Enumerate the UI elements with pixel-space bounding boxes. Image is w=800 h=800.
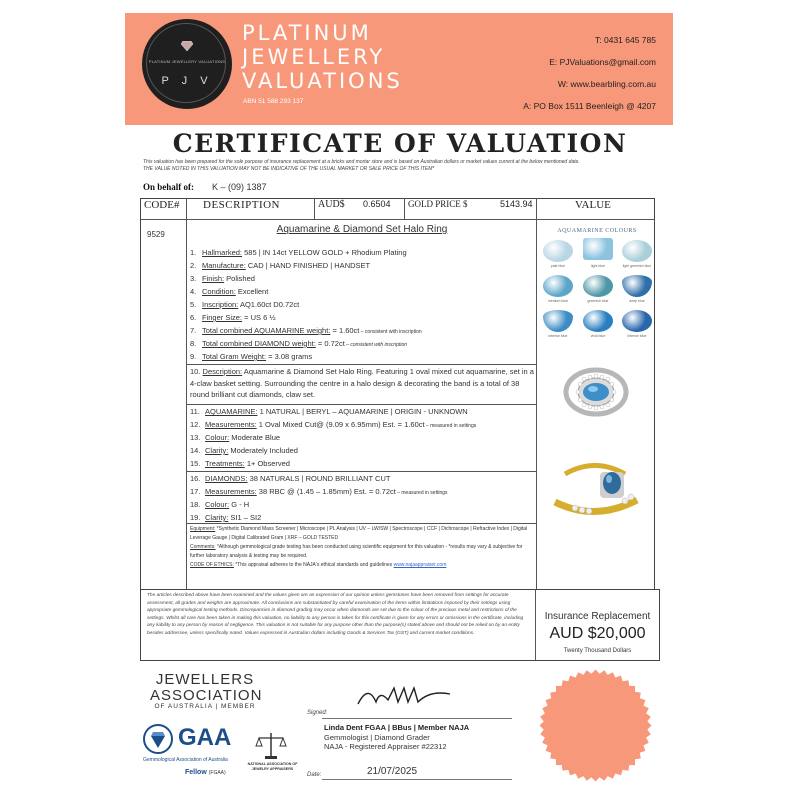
header-code: CODE# [144,199,180,211]
spec-row: 17. Measurements: 38 RBC @ (1.45 – 1.85mm) Est. = 0.72ct – measured in settings [190,487,448,496]
insurance-label: Insurance Replacement [544,611,651,622]
spec-row: 11. AQUAMARINE: 1 NATURAL | BERYL – AQUAMARINE | ORIGIN - UNKNOWN [190,407,468,416]
gem-swatch [583,275,613,297]
gem-swatch [622,240,652,262]
gem-swatch [543,240,573,262]
fellow-badge: Fellow (FGAA) [185,769,226,776]
brand-line-3: VALUATIONS [242,69,403,93]
ethics-notes: CODE OF ETHICS: *This appraisal adheres to the NAJA's ethical standards and guidelines www.najaappraiser.com [190,562,447,568]
swatch-title: AQUAMARINE COLOURS [557,228,637,234]
disclaimer-line-1: This valuation has been prepared for the sole purpose of insurance replacement at a bricks and mortar store and is based on Australian dollars or market values current at the below mentioned date. [143,159,580,165]
date-label: Date: [307,772,322,778]
signer-registration: NAJA - Registered Appraiser #22312 [324,742,447,751]
gem-swatch [622,310,652,332]
brand-line-2: JEWELLERY [242,45,386,69]
handwritten-signature [350,680,460,712]
spec-row: 5. Inscription: AQ1.60ct D0.72ct [190,300,300,309]
gem-label: vivid blue [590,334,606,338]
ring-side-view-image [545,452,645,522]
spec-row: 18. Colour: G - H [190,500,250,509]
legal-disclaimer: The articles described above have been examined and the values given are an expression of our opinion unless gemstones have been removed from settings for accurate assessment, all grades and weights are approximate. All conclusions are substantiated by careful examination of the items within limitations imposed by their settings using appropriate gemmological testing methods. Discrepancies in diamond grading may occur when diamonds are set due to the colour of the precious metal and restrictions of the settings. Whilst all care has been taken in making this valuation, no liability to any person is taken for this certificate is given for any errors or omissions in the certificate, including any liability to any person by reason of negligence. This valuation is not suitable for any purpose other than the purpose(s) stated above and should not be relied on by an entity besides addressee, unless specifically noted. Values expressed in Australian dollars including Goods & Services Tax (GST) and current market conditions. [147,593,524,636]
brand-line-1: PLATINUM [242,21,372,45]
spec-row: 3. Finish: Polished [190,274,255,283]
logo-initials: P J V [161,75,213,87]
gaa-subtitle: Gemmological Association of Australia [143,757,228,763]
header-aud-value: 0.6504 [363,199,391,209]
embossed-seal [538,668,653,783]
signature-line [322,718,512,719]
header-gold-value: 5143.94 [500,199,533,209]
comments-notes: Comments: *Although gemmological grade testing has been conducted using scientific equipment for this valuation - *results may vary & subjective for further laboratory analysis & testing may be required. [190,544,523,559]
section-divider [186,364,536,365]
behalf-label: On behalf of: [143,182,195,192]
gem-label: greenish blue [587,299,609,303]
contact-address: A: PO Box 1511 Beenleigh @ 4207 [523,101,656,111]
gaa-emblem-icon [143,724,173,754]
jewellers-association-logo-line-2: ASSOCIATION [150,687,263,704]
jewellers-association-logo-line-3: OF AUSTRALIA | MEMBER [154,703,256,710]
spec-row: 6. Finger Size: = US 6 ½ [190,313,276,322]
ring-top-view-image [560,357,632,427]
diamond-icon [181,41,193,51]
spec-row: 16. DIAMONDS: 38 NATURALS | ROUND BRILLIANT CUT [190,474,391,483]
gaa-logo-text: GAA [178,724,232,751]
jewellers-association-logo-line-1: JEWELLERS [155,671,255,688]
spec-row: 9. Total Gram Weight: = 3.08 grams [190,352,313,361]
signed-label: Signed: [307,710,328,716]
contact-website: W: www.bearbling.com.au [557,79,656,89]
spec-row: 7. Total combined AQUAMARINE weight: = 1.60ct – consistent with inscription [190,326,422,335]
value-column-divider [536,198,537,590]
gem-swatch [583,238,613,260]
gem-label: intense blue [548,334,568,338]
desc-header-divider [314,198,315,219]
gem-label: deep blue [629,299,645,303]
gem-label: light greenish blue [622,264,652,268]
section-divider [186,404,536,405]
gem-label: light blue [590,264,605,268]
spec-row: 13. Colour: Moderate Blue [190,433,281,442]
contact-phone: T: 0431 645 785 [595,35,656,45]
header-aud-label: AUD$ [318,199,345,210]
header-value: VALUE [575,199,611,211]
header-description: DESCRIPTION [203,199,281,211]
equipment-notes: Equipment: *Synthetic Diamond Mass Screener | Microscope | PL Analysis | UV – LW/SW | Spectroscope | CCF | Dichroscope | Refractive Index | Digital Leverage Gauge | Digital Calibrated Gram | XRF – GOLD TESTED [190,526,528,541]
spec-row: 19. Clarity: SI1 – SI2 [190,513,262,522]
signer-name: Linda Dent FGAA | BBus | Member NAJA [324,723,470,732]
header-gold-label: GOLD PRICE $ [408,199,468,209]
gem-label: pale blue [550,264,566,268]
code-column-divider [186,198,187,590]
spec-row: 1. Hallmarked: 585 | IN 14ct YELLOW GOLD + Rhodium Plating [190,248,407,257]
spec-row: 4. Condition: Excellent [190,287,269,296]
gem-label: intense blue [627,334,647,338]
table-header-divider [140,219,655,220]
gem-swatch [543,275,573,297]
aud-header-divider [404,198,405,219]
section-divider [186,471,536,472]
spec-row: 12. Measurements: 1 Oval Mixed Cut@ (9.09 x 6.95mm) Est. = 1.60ct – measured in settings [190,420,477,429]
naja-link[interactable]: www.najaappraiser.com [393,562,447,568]
naja-logo-text: NATIONAL ASSOCIATION OF JEWELRY APPRAISERS [247,762,298,771]
disclaimer-line-2: THE VALUE NOTED IN THIS VALUATION MAY NOT BE INDICATIVE OF THE USUAL MARKET OR SALE PRICE OF THIS ITEM* [143,166,435,172]
letterhead [125,13,673,125]
date-line [322,779,512,780]
description-paragraph: 10. Description: Aquamarine & Diamond Set Halo Ring. Featuring 1 oval mixed cut aquamarine, set in a 4-claw basket setting. Surrounding the centre in a halo design & decorating the band is a total of 38 round brilliant cut diamonds, claw set. [190,367,534,399]
item-code: 9529 [147,230,165,239]
insurance-value: AUD $20,000 [549,625,646,642]
gem-label: medium blue [547,299,569,303]
naja-scales-icon [254,730,288,760]
signer-role: Gemmologist | Diamond Grader [324,733,430,742]
spec-row: 14. Clarity: Moderately Included [190,446,298,455]
spec-row: 8. Total combined DIAMOND weight: = 0.72ct – consistent with inscription [190,339,408,348]
gem-swatch [583,310,613,332]
abn-number: ABN 51 588 293 137 [243,98,304,105]
certificate-title: CERTIFICATE OF VALUATION [172,129,628,158]
section-divider [186,523,536,524]
item-title: Aquamarine & Diamond Set Halo Ring [276,224,448,235]
contact-email: E: PJValuations@gmail.com [549,57,656,67]
logo-text: PLATINUM JEWELLERY VALUATIONS [148,59,226,64]
insurance-words: Twenty Thousand Dollars [563,648,632,654]
pjv-logo [142,19,232,109]
behalf-value: K – (09) 1387 [212,182,267,192]
date-value: 21/07/2025 [366,766,418,777]
spec-row: 15. Treatments: 1+ Observed [190,459,290,468]
spec-row: 2. Manufacture: CAD | HAND FINISHED | HANDSET [190,261,371,270]
